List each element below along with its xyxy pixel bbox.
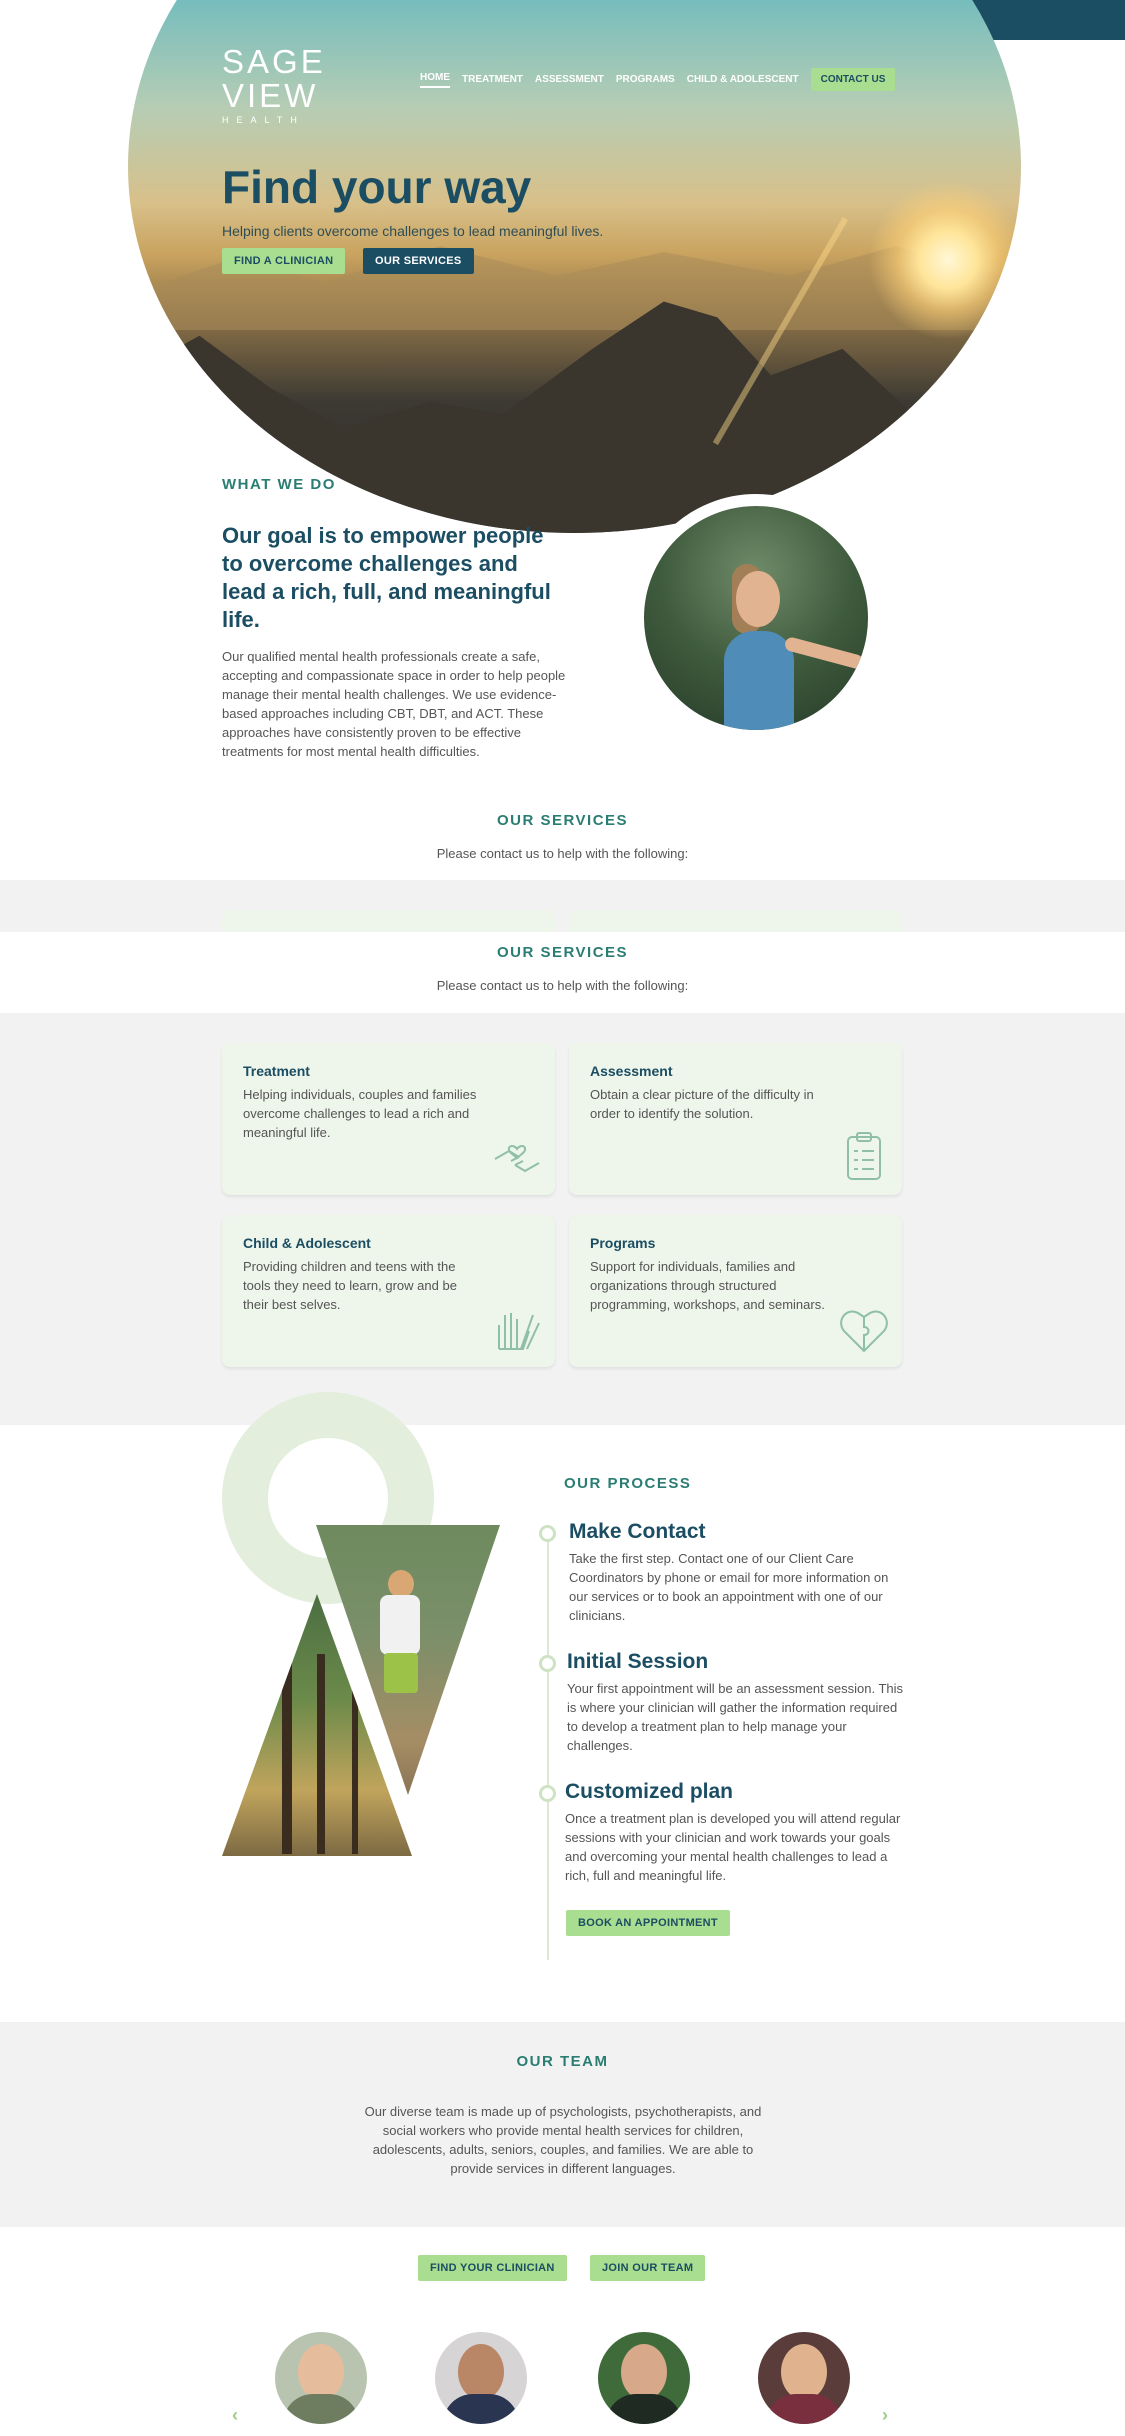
timeline-dot: [539, 1525, 556, 1542]
nav-programs[interactable]: PROGRAMS: [615, 74, 675, 85]
our-services-button[interactable]: OUR SERVICES: [363, 248, 474, 274]
step-title-1: Make Contact: [569, 1520, 706, 1543]
contact-us-button[interactable]: CONTACT US: [811, 68, 896, 91]
process-eyebrow: OUR PROCESS: [564, 1475, 692, 1492]
timeline-dot: [539, 1655, 556, 1672]
timeline-dot: [539, 1785, 556, 1802]
team-eyebrow: OUR TEAM: [516, 2053, 609, 2070]
service-card-programs[interactable]: Programs Support for individuals, families and organizations through structured programming, workshops, and seminars.: [569, 1215, 902, 1367]
step-desc-2: Your first appointment will be an assessment session. This is where your clinician will gather the information required to develop a treatment plan to help manage your challenges.: [567, 1681, 904, 1753]
services-sub-2: Please contact us to help with the following:: [436, 978, 689, 993]
service-card-assessment[interactable]: Assessment Obtain a clear picture of the difficulty in order to identify the solution.: [569, 1043, 902, 1195]
hands-icon: [489, 1301, 545, 1357]
carousel-next-icon[interactable]: ›: [882, 2405, 888, 2425]
hands-heart-icon: [489, 1129, 545, 1185]
services-eyebrow-2: OUR SERVICES: [496, 944, 629, 961]
site-logo[interactable]: SAGE VIEW HEALTH: [222, 43, 326, 125]
team-member-avatar[interactable]: [758, 2332, 850, 2424]
step-title-3: Customized plan: [565, 1780, 734, 1803]
service-card-child-adolescent[interactable]: Child & Adolescent Providing children and teens with the tools they need to learn, grow and be their best selves.: [222, 1215, 555, 1367]
what-we-do-body: Our qualified mental health professionals create a safe, accepting and compassionate space in order to help people manage their mental health challenges. We use evidence-based approaches including CBT, DBT, and ACT. These approaches have consistently proven to be effective treatments for most mental health difficulties.: [222, 649, 566, 759]
team-member-avatar[interactable]: [275, 2332, 367, 2424]
what-we-do-eyebrow: WHAT WE DO: [222, 476, 336, 493]
hero-title: Find your way: [222, 161, 532, 213]
join-our-team-button[interactable]: JOIN OUR TEAM: [590, 2255, 705, 2281]
nav-treatment[interactable]: TREATMENT: [462, 74, 523, 85]
team-body: Our diverse team is made up of psychologists, psychotherapists, and social workers who provide mental health services for children, adolescents, adults, seniors, couples, and families. We are able to provide services in different languages.: [364, 2104, 762, 2176]
services-eyebrow-1: OUR SERVICES: [496, 812, 629, 829]
find-your-clinician-button[interactable]: FIND YOUR CLINICIAN: [418, 2255, 567, 2281]
nav-child-adolescent[interactable]: CHILD & ADOLESCENT: [686, 74, 799, 85]
carousel-prev-icon[interactable]: ‹: [232, 2405, 238, 2425]
book-appointment-button[interactable]: BOOK AN APPOINTMENT: [566, 1910, 730, 1936]
what-we-do-heading: Our goal is to empower people to overcome challenges and lead a rich, full, and meaningful life.: [222, 523, 551, 632]
find-clinician-button[interactable]: FIND A CLINICIAN: [222, 248, 345, 274]
team-member-avatar[interactable]: [435, 2332, 527, 2424]
woman-photo: [632, 494, 880, 742]
main-nav: [420, 68, 895, 91]
service-card-treatment[interactable]: Treatment Helping individuals, couples and families overcome challenges to lead a rich and meaningful life.: [222, 1043, 555, 1195]
process-timeline: [547, 1528, 549, 1960]
team-member-avatar[interactable]: [598, 2332, 690, 2424]
services-sub-1: Please contact us to help with the following:: [436, 846, 689, 861]
nav-assessment[interactable]: ASSESSMENT: [534, 74, 604, 85]
step-desc-1: Take the first step. Contact one of our Client Care Coordinators by phone or email for more information on our services or to book an appointment with one of our clinicians.: [569, 1551, 889, 1623]
services-strip: [0, 880, 1125, 932]
step-title-2: Initial Session: [567, 1650, 709, 1673]
nav-home[interactable]: HOME: [420, 72, 450, 88]
services-section: [0, 1013, 1125, 1425]
puzzle-heart-icon: [836, 1301, 892, 1357]
step-desc-3: Once a treatment plan is developed you will attend regular sessions with your clinician and work towards your goals and overcoming your mental health challenges to lead a rich, full and meaningful life.: [565, 1811, 901, 1883]
clipboard-icon: [836, 1129, 892, 1185]
hero-subtitle: Helping clients overcome challenges to lead meaningful lives.: [222, 223, 604, 239]
